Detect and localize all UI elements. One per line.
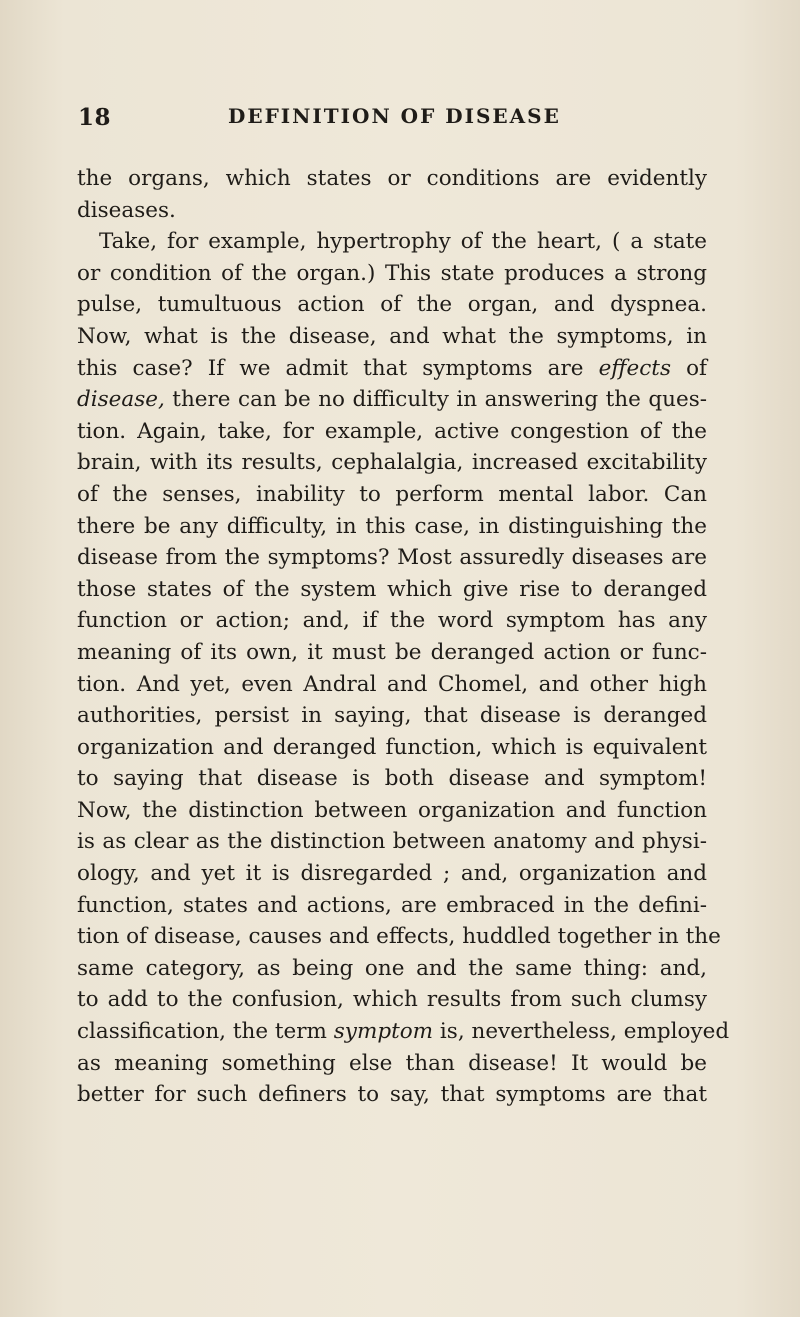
text-line: to add to the confusion, which results from such clumsy	[77, 987, 707, 1013]
text-run: classification, the term	[77, 1019, 334, 1045]
text-line: same category, as being one and the same thing: and,	[77, 955, 707, 981]
text-line: tion. And yet, even Andral and Chomel, and other high	[77, 671, 707, 697]
text-line: better for such definers to say, that symptoms are that	[77, 1082, 707, 1108]
text-line: those states of the system which give rise to deranged	[77, 576, 707, 602]
text-line: function or action; and, if the word symptom has any	[77, 608, 707, 634]
italic-run: symptom	[333, 1019, 434, 1045]
text-line: there be any difficulty, in this case, in distinguishing the	[77, 513, 707, 539]
text-line: tion. Again, take, for example, active congestion of the	[77, 418, 707, 444]
text-run: of	[670, 355, 707, 381]
text-line: the organs, which states or conditions are evidently	[77, 166, 707, 191]
text-line: organization and deranged function, which is equivalent	[77, 734, 707, 760]
text-line: authorities, persist in saying, that disease is deranged	[77, 703, 707, 729]
text-line: Take, for example, hypertrophy of the heart, ( a state	[99, 229, 707, 255]
text-line: as meaning something else than disease! It would be	[77, 1050, 707, 1076]
italic-run: disease,	[77, 387, 165, 413]
text-line: of the senses, inability to perform mental labor. Can	[77, 481, 707, 507]
text-line: disease from the symptoms? Most assuredly diseases are	[77, 545, 707, 571]
page-header	[76, 104, 726, 136]
text-line	[77, 384, 707, 416]
italic-run: effects	[598, 355, 671, 381]
running-head: DEFINITION OF DISEASE	[228, 104, 561, 128]
text-line: to saying that disease is both disease and symptom!	[77, 766, 707, 792]
text-line: pulse, tumultuous action of the organ, and dyspnea.	[77, 292, 707, 318]
text-line: ology, and yet it is disregarded ; and, organization and	[77, 861, 707, 887]
text-line: meaning of its own, it must be deranged action or func-	[77, 639, 707, 665]
text-line: function, states and actions, are embraced in the defini-	[77, 892, 707, 918]
page-number: 18	[78, 104, 112, 131]
body-text	[77, 163, 730, 1111]
text-line: diseases.	[77, 197, 176, 223]
text-line	[77, 353, 707, 385]
text-line: or condition of the organ.) This state produces a strong	[77, 260, 707, 286]
text-line: Now, what is the disease, and what the symptoms, in	[77, 323, 707, 349]
text-run: there can be no difficulty in answering the ques-	[164, 387, 707, 413]
text-line: Now, the distinction between organization and function	[77, 797, 707, 823]
text-line: brain, with its results, cephalalgia, increased excitability	[77, 450, 707, 476]
text-line: is as clear as the distinction between anatomy and physi-	[77, 829, 707, 855]
text-line: tion of disease, causes and effects, huddled together in the	[77, 924, 721, 950]
text-run: is, nevertheless, employed	[433, 1019, 730, 1045]
text-run: this case? If we admit that symptoms are	[77, 355, 599, 381]
text-line	[77, 1016, 730, 1048]
